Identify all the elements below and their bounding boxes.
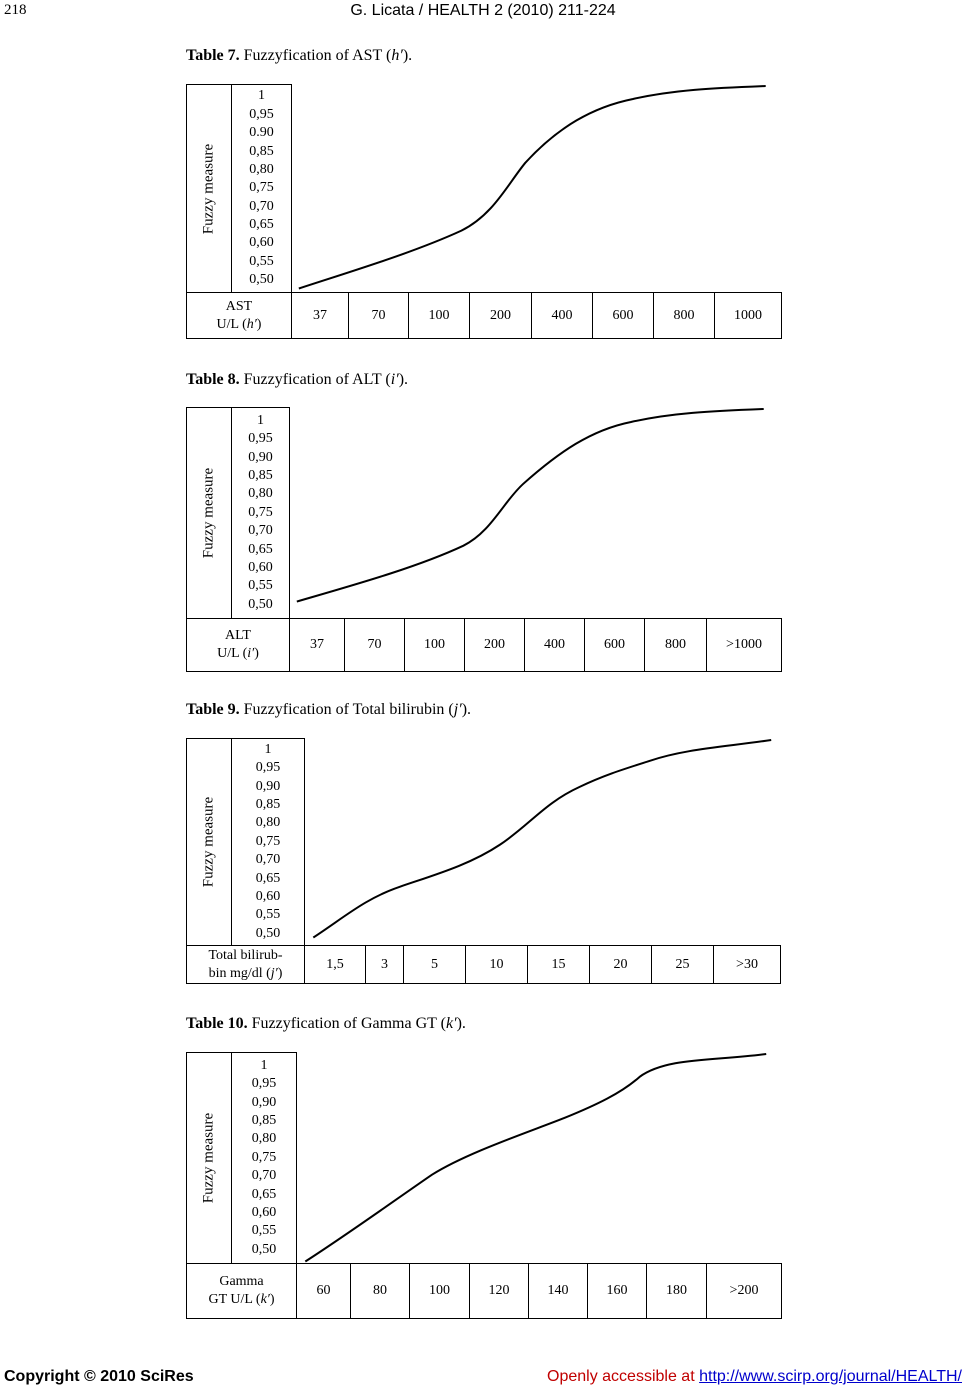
fuzzy-scale: 1 0,95 0.90 0,85 0,80 0,75 0,70 0,65 0,60 0,55 0,50 (232, 85, 292, 293)
x-value: 180 (647, 1264, 707, 1319)
x-value: 160 (588, 1264, 647, 1319)
running-title: G. Licata / HEALTH 2 (2010) 211-224 (350, 2, 616, 19)
membership-curve-area (297, 1053, 782, 1264)
membership-curve (305, 739, 781, 946)
x-value: >30 (714, 946, 781, 984)
x-value: 800 (654, 293, 715, 339)
x-value: 800 (645, 619, 707, 672)
fuzzy-scale: 1 0,95 0,90 0,85 0,80 0,75 0,70 0,65 0,60 0,55 0,50 (232, 1053, 297, 1264)
table-7 (186, 84, 782, 339)
x-value: >1000 (707, 619, 782, 672)
x-value: 20 (590, 946, 652, 984)
y-axis-label-cell (187, 408, 232, 619)
membership-curve (290, 408, 782, 619)
copyright-notice: Copyright © 2010 SciRes (4, 1368, 194, 1385)
x-value: 37 (290, 619, 345, 672)
x-value: 70 (349, 293, 409, 339)
table-10 (186, 1052, 782, 1319)
table-7-caption: Table 7. Fuzzyfication of AST (h′). (186, 47, 413, 64)
y-axis-label-cell (187, 739, 232, 946)
x-axis-header: Total bilirub- bin mg/dl (j′) (187, 946, 305, 984)
membership-curve-area (290, 408, 782, 619)
y-axis-label: Fuzzy measure (200, 796, 217, 888)
x-value: 10 (466, 946, 528, 984)
y-axis-label: Fuzzy measure (200, 143, 217, 234)
table-9 (186, 738, 781, 984)
x-value: 400 (532, 293, 593, 339)
x-value: 3 (366, 946, 404, 984)
x-value: 60 (297, 1264, 351, 1319)
x-value: 100 (409, 293, 470, 339)
x-value: 15 (528, 946, 590, 984)
x-axis-header: ALT U/L (i′) (187, 619, 290, 672)
x-value: 200 (470, 293, 532, 339)
x-axis-header: AST U/L (h′) (187, 293, 292, 339)
x-value: 1000 (715, 293, 782, 339)
membership-curve-area (292, 85, 782, 293)
x-value: 37 (292, 293, 349, 339)
x-value: 1,5 (305, 946, 366, 984)
x-value: 5 (404, 946, 466, 984)
journal-link[interactable]: http://www.scirp.org/journal/HEALTH/ (699, 1368, 962, 1385)
membership-curve (297, 1053, 782, 1264)
table-8 (186, 407, 782, 672)
table-8-caption: Table 8. Fuzzyfication of ALT (i′). (186, 371, 409, 388)
y-axis-label: Fuzzy measure (200, 1112, 217, 1204)
x-value: 25 (652, 946, 714, 984)
x-value: 600 (593, 293, 654, 339)
table-9-caption: Table 9. Fuzzyfication of Total bilirubin (j′). (186, 701, 472, 718)
open-access-notice: Openly accessible at http://www.scirp.org/journal/HEALTH/ (547, 1368, 962, 1385)
x-value: 70 (345, 619, 405, 672)
x-value: 600 (585, 619, 645, 672)
y-axis-label: Fuzzy measure (200, 467, 217, 559)
fuzzy-scale: 1 0,95 0,90 0,85 0,80 0,75 0,70 0,65 0,60 0,55 0,50 (232, 408, 290, 619)
x-axis-header: Gamma GT U/L (k′) (187, 1264, 297, 1319)
x-value: 120 (470, 1264, 529, 1319)
membership-curve (292, 85, 782, 293)
fuzzy-scale: 1 0,95 0,90 0,85 0,80 0,75 0,70 0,65 0,60 0,55 0,50 (232, 739, 305, 946)
y-axis-label-cell (187, 1053, 232, 1264)
x-value: 400 (525, 619, 585, 672)
x-value: 100 (410, 1264, 470, 1319)
membership-curve-area (305, 739, 781, 946)
page-number: 218 (4, 2, 27, 18)
y-axis-label-cell (187, 85, 232, 293)
x-value: 140 (529, 1264, 588, 1319)
x-value: >200 (707, 1264, 782, 1319)
table-10-caption: Table 10. Fuzzyfication of Gamma GT (k′). (186, 1015, 466, 1032)
x-value: 200 (465, 619, 525, 672)
x-value: 100 (405, 619, 465, 672)
x-value: 80 (351, 1264, 410, 1319)
